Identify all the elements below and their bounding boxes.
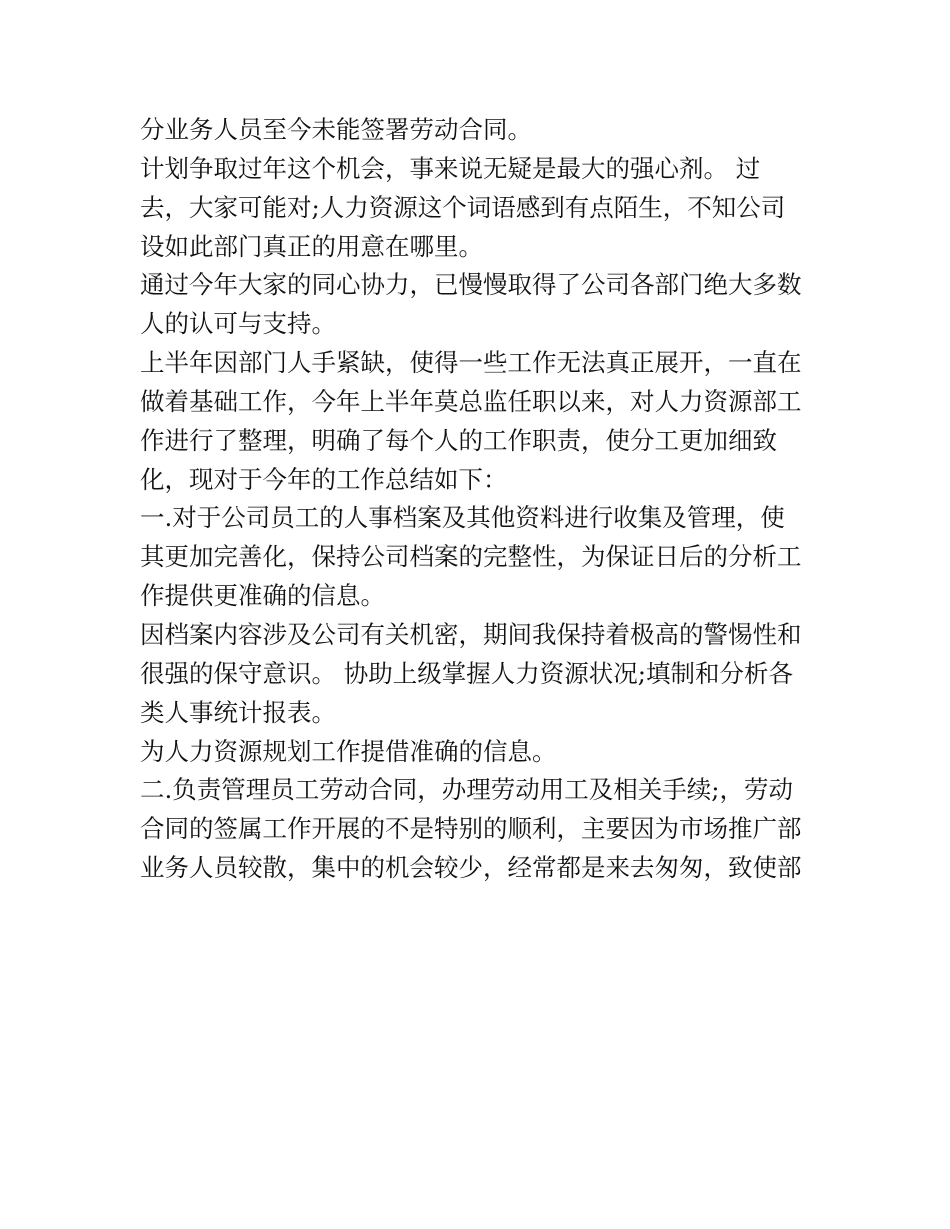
text-line: 设如此部门真正的用意在哪里。: [140, 231, 483, 261]
text-line: 合同的签属工作开展的不是特别的顺利，主要因为市场推广部: [140, 814, 802, 844]
text-line: 为人力资源规划工作提借准确的信息。: [140, 736, 557, 766]
text-line: 去，大家可能对;人力资源这个词语感到有点陌生，不知公司: [140, 192, 786, 222]
text-line: 做着基础工作，今年上半年莫总监任职以来，对人力资源部工: [140, 386, 802, 416]
text-line: 计划争取过年这个机会，事来说无疑是最大的强心剂。 过: [140, 153, 761, 183]
text-line: 业务人员较散，集中的机会较少，经常都是来去匆匆，致使部: [140, 853, 802, 883]
text-line: 类人事统计报表。: [140, 697, 336, 727]
text-line: 因档案内容涉及公司有关机密，期间我保持着极高的警惕性和: [140, 619, 802, 649]
text-line: 二.负责管理员工劳动合同，办理劳动用工及相关手续;，劳动: [140, 775, 794, 805]
text-line: 其更加完善化，保持公司档案的完整性，为保证日后的分析工: [140, 542, 802, 572]
text-line: 化，现对于今年的工作总结如下：: [140, 464, 508, 494]
text-line: 人的认可与支持。: [140, 309, 336, 339]
text-line: 很强的保守意识。 协助上级掌握人力资源状况;填制和分析各: [140, 658, 794, 688]
text-line: 一.对于公司员工的人事档案及其他资料进行收集及管理，使: [140, 503, 785, 533]
text-line: 作提供更准确的信息。: [140, 581, 385, 611]
text-line: 分业务人员至今未能签署劳动合同。: [140, 115, 532, 144]
text-line: 通过今年大家的同心协力，已慢慢取得了公司各部门绝大多数: [140, 270, 802, 300]
text-line: 作进行了整理，明确了每个人的工作职责，使分工更加细致: [140, 425, 777, 455]
text-line: 上半年因部门人手紧缺，使得一些工作无法真正展开，一直在: [140, 348, 802, 378]
document-body: [140, 111, 830, 888]
